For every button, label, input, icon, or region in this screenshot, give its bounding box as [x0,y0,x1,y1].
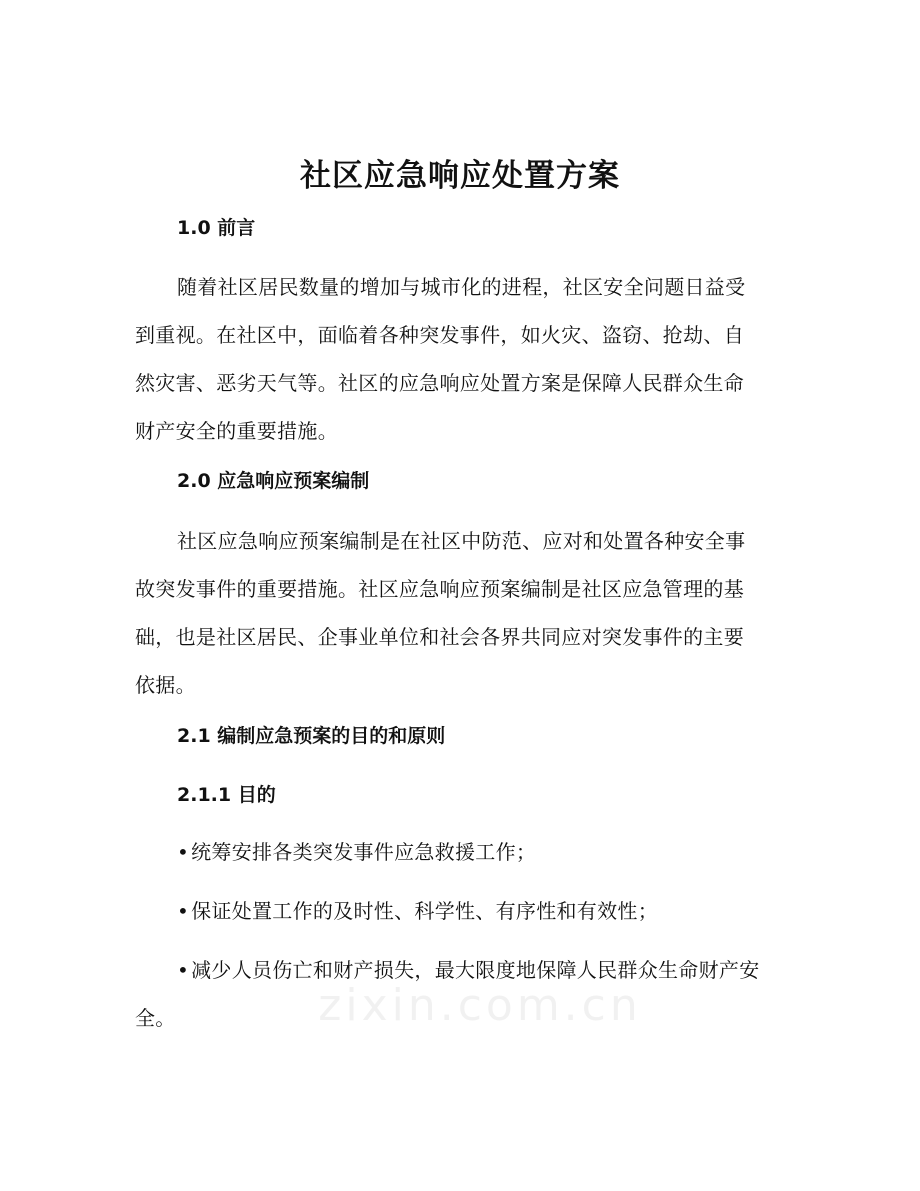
bullet-item [135,828,785,876]
paragraph-line: 故突发事件的重要措施。社区应急响应预案编制是社区应急管理的基 [135,577,744,601]
watermark: zixin.com.cn [318,980,642,1031]
paragraph-preface [135,263,785,455]
bullet-item [135,946,785,1042]
bullet-icon: • [177,840,190,864]
section-heading-purpose-and-principles: 2.1 编制应急预案的目的和原则 [177,725,446,747]
bullet-item [135,887,785,935]
bullet-icon: • [177,899,190,923]
paragraph-line: 社区应急响应预案编制是在社区中防范、应对和处置各种安全事 [177,529,746,553]
section-heading-preface: 1.0 前言 [177,217,256,239]
paragraph-line: 到重视。在社区中，面临着各种突发事件，如火灾、盗窃、抢劫、自 [135,323,744,347]
paragraph-line: 依据。 [135,673,196,697]
paragraph-line: 财产安全的重要措施。 [135,419,338,443]
bullet-text: 统筹安排各类突发事件应急救援工作； [191,840,537,864]
document-title: 社区应急响应处置方案 [300,158,620,194]
bullet-text: 减少人员伤亡和财产损失，最大限度地保障人民群众生命财产安 [191,958,760,982]
paragraph-line: 然灾害、恶劣天气等。社区的应急响应处置方案是保障人民群众生命 [135,371,744,395]
paragraph-plan-compilation [135,517,785,709]
section-heading-plan-compilation: 2.0 应急响应预案编制 [177,470,370,492]
bullet-icon: • [177,958,190,982]
paragraph-line: 随着社区居民数量的增加与城市化的进程，社区安全问题日益受 [177,275,746,299]
paragraph-line: 础，也是社区居民、企事业单位和社会各界共同应对突发事件的主要 [135,625,744,649]
bullet-text: 保证处置工作的及时性、科学性、有序性和有效性； [191,899,659,923]
bullet-text: 全。 [135,1006,176,1030]
section-heading-purpose: 2.1.1 目的 [177,784,276,806]
